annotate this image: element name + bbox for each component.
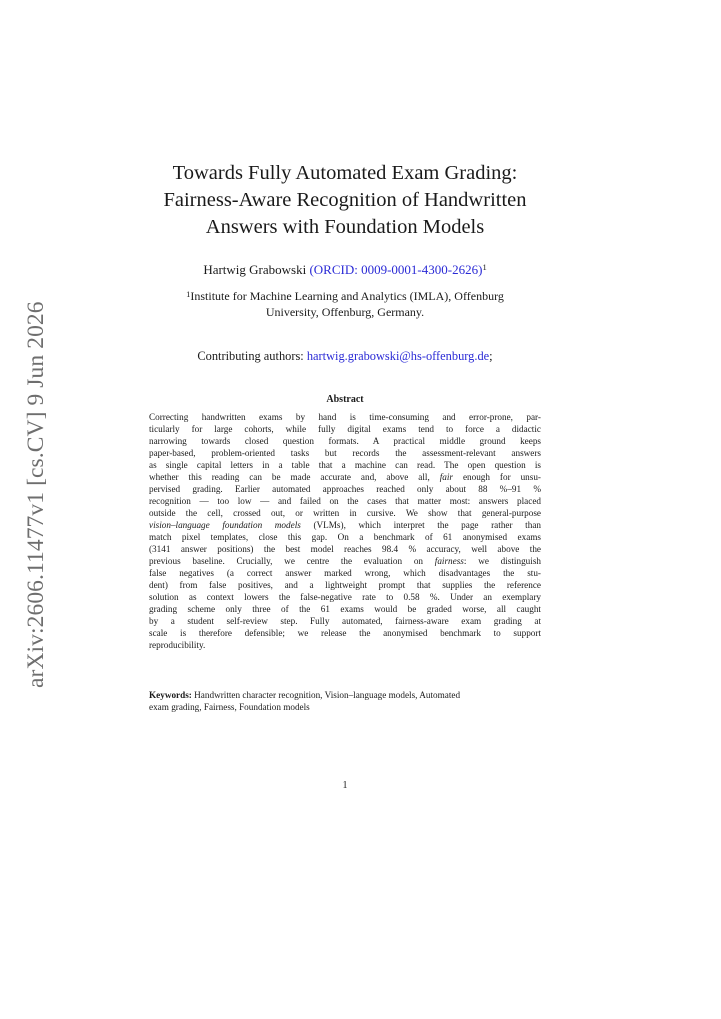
contributing-suffix: ; [489,349,493,363]
abstract-body [149,411,541,651]
title-line: Towards Fully Automated Exam Grading: [172,162,518,184]
arxiv-identifier-stamp: arXiv:2606.11477v1 [cs.CV] 9 Jun 2026 [23,301,49,688]
abstract-line: reproducibility. [149,640,206,650]
orcid-link[interactable]: (ORCID: 0009-0001-4300-2626) [309,262,483,277]
abstract-line: by a student self-review step. Fully automated, fairness-aware exam grading at [149,616,541,626]
affiliation-line: Institute for Machine Learning and Analytics (IMLA), Offenburg [190,289,504,303]
keywords-text: Handwritten character recognition, Vision–language models, Automated [191,690,461,700]
author-email-link[interactable]: hartwig.grabowski@hs-offenburg.de [306,349,490,363]
keywords-line [149,690,541,702]
affiliation-line: University, Offenburg, Germany. [265,304,425,319]
abstract-line: previous baseline. Crucially, we centre the evaluation on fairness: we distinguish [149,556,541,566]
abstract-line: outside the cell, crossed out, or written in cursive. We show that general-purpose [149,508,541,518]
contributing-label: Contributing authors: [197,349,307,363]
paper-title [120,160,570,241]
abstract-line: pervised grading. Earlier automated approaches reached only about 88 %–91 % [149,484,541,494]
keywords-line: exam grading, Fairness, Foundation models [149,701,310,712]
affiliation-mark: 1 [186,289,191,299]
abstract-line: false negatives (a correct answer marked wrong, which disadvantages the stu- [149,568,541,578]
page-number: 1 [342,780,348,791]
abstract-heading: Abstract [326,394,364,405]
author-affiliation-mark: 1 [482,262,487,272]
abstract-line: dent) from false positives, and a lightweight prompt that supplies the reference [149,580,541,590]
keywords-label: Keywords: [149,690,192,700]
abstract-line: paper-based, problem-oriented tasks but records the assessment-relevant answers [149,448,541,458]
abstract-line: grading scheme only three of the 61 exams would be graded worse, all caught [149,604,541,614]
title-line: Fairness-Aware Recognition of Handwritten [163,189,527,211]
affiliation [140,289,550,320]
author-name: Hartwig Grabowski [203,262,310,277]
abstract-line: match pixel templates, close this gap. On a benchmark of 61 anonymised exams [149,532,541,542]
abstract-line: Correcting handwritten exams by hand is time-consuming and error-prone, par- [149,412,541,422]
contributing-authors [120,348,570,364]
abstract-line: as single capital letters in a table that a machine can read. The open question is [149,460,541,470]
abstract-line: ticularly for large cohorts, while fully digital exams tend to force a didactic [149,424,541,434]
abstract-line: recognition — too low — and failed on the cases that matter most: answers placed [149,496,541,506]
abstract-line: whether this reading can be made accurate and, above all, fair enough for unsu- [149,472,541,482]
abstract-line: solution as context lowers the false-negative rate to 0.58 %. Under an exemplary [149,592,541,602]
keywords [149,690,541,713]
abstract-line: vision–language foundation models (VLMs), which interpret the page rather than [149,520,541,530]
abstract-line: narrowing towards closed question formats. A practical middle ground keeps [149,436,541,446]
abstract-line: (3141 answer positions) the best model reaches 98.4 % accuracy, well above the [149,544,541,554]
title-line: Answers with Foundation Models [205,216,485,238]
author-line [120,261,570,278]
abstract-line: scale is therefore defensible; we release the anonymised benchmark to support [149,628,541,638]
